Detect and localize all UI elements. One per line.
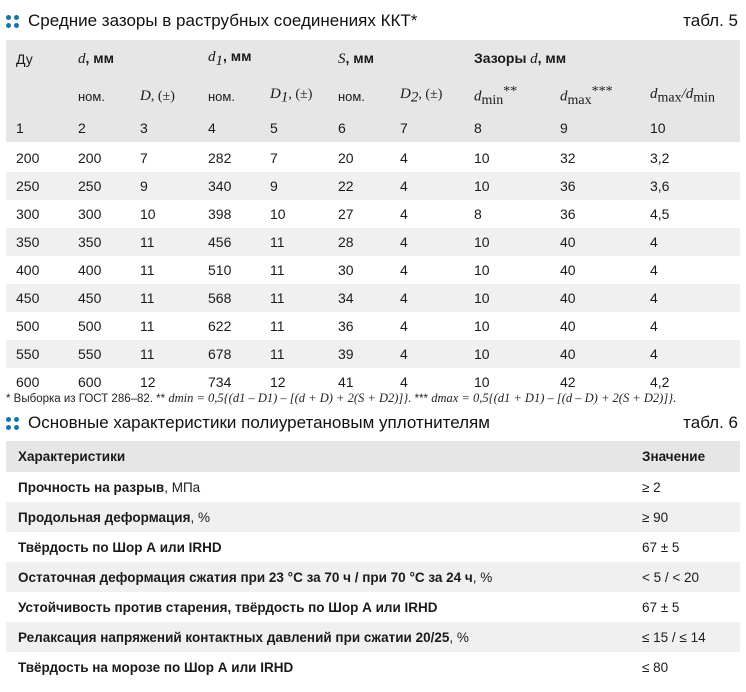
table-cell: 30 (328, 256, 390, 284)
characteristic-cell (6, 652, 630, 682)
table-cell: 11 (130, 256, 198, 284)
table-cell: 20 (328, 143, 390, 172)
table-cell: 11 (260, 284, 328, 312)
table-cell: 22 (328, 172, 390, 200)
table-row (6, 622, 740, 652)
table-cell: 300 (68, 200, 130, 228)
table-cell: 550 (68, 340, 130, 368)
table5-subheader-row (6, 78, 740, 114)
table6-body (6, 472, 740, 682)
table-cell: 40 (550, 340, 640, 368)
table-cell: 40 (550, 228, 640, 256)
value-cell: 67 ± 5 (630, 532, 740, 562)
table-row (6, 652, 740, 682)
table-row (6, 228, 740, 256)
value-cell: ≥ 90 (630, 502, 740, 532)
table5-title: Средние зазоры в раструбных соединениях ККТ* (28, 11, 418, 30)
table-cell: 12 (260, 368, 328, 396)
table-cell: 678 (198, 340, 260, 368)
characteristic-cell (6, 472, 630, 502)
table-cell: 4 (390, 172, 464, 200)
subheader-D1: $D_1$, (±) (260, 78, 328, 114)
table-cell: 12 (130, 368, 198, 396)
table-cell: 7 (130, 143, 198, 172)
header-gaps: Зазоры d, мм (464, 40, 740, 78)
table-cell: 10 (464, 143, 550, 172)
characteristic-cell (6, 502, 630, 532)
header-du: Ду (6, 40, 68, 78)
table5-title-row (0, 8, 746, 34)
table-cell: 10 (464, 312, 550, 340)
value-cell: ≥ 2 (630, 472, 740, 502)
header-characteristics: Характеристики (6, 441, 630, 472)
table-cell: 4 (390, 340, 464, 368)
characteristic-unit: , МПа (164, 479, 201, 495)
table-cell: 36 (550, 172, 640, 200)
characteristic-name: Устойчивость против старения, твёрдость по Шор А или IRHD (18, 599, 438, 615)
table-cell: 10 (260, 200, 328, 228)
row-du-cell: 450 (6, 284, 68, 312)
table5-label: табл. 5 (683, 11, 738, 30)
characteristic-name: Твёрдость на морозе по Шор А или IRHD (18, 659, 294, 675)
table-row (6, 143, 740, 172)
table-row (6, 256, 740, 284)
table-row (6, 340, 740, 368)
table-cell: 4 (390, 312, 464, 340)
col-number: 9 (550, 114, 640, 143)
table-cell: 32 (550, 143, 640, 172)
characteristic-name: Твёрдость по Шор А или IRHD (18, 539, 222, 555)
value-cell: < 5 / < 20 (630, 562, 740, 592)
table6-title-row (0, 410, 746, 436)
table-cell: 8 (464, 200, 550, 228)
table-cell: 4 (640, 256, 740, 284)
table-cell: 4 (390, 200, 464, 228)
table5-column-numbers-row (6, 114, 740, 143)
table-cell: 34 (328, 284, 390, 312)
table-row (6, 172, 740, 200)
table-cell: 11 (260, 228, 328, 256)
col-number: 2 (68, 114, 130, 143)
table-cell: 40 (550, 256, 640, 284)
table-cell: 4 (390, 228, 464, 256)
table-cell: 400 (68, 256, 130, 284)
characteristic-name: Релаксация напряжений контактных давлений при сжатии 20/25 (18, 629, 450, 645)
four-dots-icon (6, 417, 20, 431)
table-cell: 36 (550, 200, 640, 228)
table-cell: 11 (130, 228, 198, 256)
characteristic-name: Продольная деформация (18, 509, 191, 525)
table-cell: 41 (328, 368, 390, 396)
col-number: 7 (390, 114, 464, 143)
table6-header-row (6, 441, 740, 472)
table-cell: 9 (130, 172, 198, 200)
row-du-cell: 200 (6, 143, 68, 172)
table-cell: 10 (464, 340, 550, 368)
value-cell: ≤ 80 (630, 652, 740, 682)
table5-header-row (6, 40, 740, 78)
table-cell: 39 (328, 340, 390, 368)
subheader-dmax: $d_{max}^{***}$ (550, 78, 640, 114)
table-cell: 10 (464, 228, 550, 256)
col-number: 3 (130, 114, 198, 143)
table6-label: табл. 6 (683, 413, 738, 432)
table-cell: 4,2 (640, 368, 740, 396)
table-cell: 4,5 (640, 200, 740, 228)
row-du-cell: 600 (6, 368, 68, 396)
table-cell: 450 (68, 284, 130, 312)
row-du-cell: 350 (6, 228, 68, 256)
table5-footnote: * Выборка из ГОСТ 286–82. ** dmin = 0,5{(d1 – D1) – [(d + D) + 2(S + D2)]}. *** dmax = 0,5{(d1 + D1) – [(d – D) + 2(S + D2)]}. (6, 391, 677, 405)
header-d1: $d_1$, мм (198, 40, 328, 78)
col-number: 4 (198, 114, 260, 143)
table-cell: 11 (130, 284, 198, 312)
table6 (6, 441, 740, 682)
characteristic-name: Остаточная деформация сжатия при 23 °C за 70 ч / при 70 °C за 24 ч (18, 569, 473, 585)
row-du-cell: 300 (6, 200, 68, 228)
table-cell: 11 (130, 312, 198, 340)
table-cell: 600 (68, 368, 130, 396)
characteristic-cell (6, 622, 630, 652)
header-d: d, мм (68, 40, 198, 78)
col-number: 6 (328, 114, 390, 143)
table-cell: 4 (640, 312, 740, 340)
table-cell: 10 (464, 284, 550, 312)
table-cell: 4 (390, 143, 464, 172)
table-cell: 340 (198, 172, 260, 200)
table-row (6, 502, 740, 532)
table-row (6, 200, 740, 228)
table-cell: 42 (550, 368, 640, 396)
characteristic-unit: , % (472, 569, 493, 585)
table-cell: 36 (328, 312, 390, 340)
table-cell: 4 (390, 368, 464, 396)
characteristic-cell (6, 592, 630, 622)
table5-body (6, 143, 740, 396)
table-cell: 282 (198, 143, 260, 172)
table-cell: 3,6 (640, 172, 740, 200)
table-row (6, 532, 740, 562)
table-cell: 10 (464, 256, 550, 284)
characteristic-unit: , % (449, 629, 469, 645)
col-number: 5 (260, 114, 328, 143)
table-cell: 4 (640, 228, 740, 256)
table-cell: 350 (68, 228, 130, 256)
table-cell: 10 (464, 172, 550, 200)
table-cell: 4 (640, 340, 740, 368)
characteristic-unit: , % (190, 509, 210, 525)
table-cell: 456 (198, 228, 260, 256)
table6-title: Основные характеристики полиуретановым уплотнителям (28, 413, 490, 432)
header-s: S, мм (328, 40, 464, 78)
table-cell: 200 (68, 143, 130, 172)
table-cell: 28 (328, 228, 390, 256)
row-du-cell: 500 (6, 312, 68, 340)
table-cell: 568 (198, 284, 260, 312)
table-cell: 500 (68, 312, 130, 340)
table-row (6, 312, 740, 340)
table-cell: 734 (198, 368, 260, 396)
table-cell: 11 (260, 256, 328, 284)
table-row (6, 472, 740, 502)
table-cell: 398 (198, 200, 260, 228)
table-row (6, 592, 740, 622)
table-cell: 10 (464, 368, 550, 396)
col-number: 10 (640, 114, 740, 143)
table-cell: 9 (260, 172, 328, 200)
subheader-D: D, (±) (130, 78, 198, 114)
subheader-nom: ном. (328, 78, 390, 114)
table-row (6, 284, 740, 312)
table-cell: 3,2 (640, 143, 740, 172)
table-cell: 510 (198, 256, 260, 284)
table5 (6, 40, 740, 396)
four-dots-icon (6, 15, 20, 29)
characteristic-name: Прочность на разрыв (18, 479, 165, 495)
table-cell: 11 (260, 340, 328, 368)
subheader-ratio: $d_{max}/d_{min}$ (640, 78, 740, 114)
row-du-cell: 550 (6, 340, 68, 368)
table-cell: 4 (390, 284, 464, 312)
value-cell: 67 ± 5 (630, 592, 740, 622)
table-cell: 622 (198, 312, 260, 340)
subheader-D2: $D_2$, (±) (390, 78, 464, 114)
characteristic-cell (6, 532, 630, 562)
table-cell: 11 (260, 312, 328, 340)
table-cell: 27 (328, 200, 390, 228)
table-cell: 10 (130, 200, 198, 228)
col-number: 1 (6, 114, 68, 143)
subheader-dmin: $d_{min}^{**}$ (464, 78, 550, 114)
header-value: Значение (630, 441, 740, 472)
table-cell: 7 (260, 143, 328, 172)
table-cell: 250 (68, 172, 130, 200)
table-cell: 4 (390, 256, 464, 284)
row-du-cell: 250 (6, 172, 68, 200)
subheader-nom: ном. (198, 78, 260, 114)
table-cell: 40 (550, 312, 640, 340)
row-du-cell: 400 (6, 256, 68, 284)
table-row (6, 562, 740, 592)
subheader-nom: ном. (68, 78, 130, 114)
table-cell: 40 (550, 284, 640, 312)
characteristic-cell (6, 562, 630, 592)
value-cell: ≤ 15 / ≤ 14 (630, 622, 740, 652)
table-cell: 11 (130, 340, 198, 368)
col-number: 8 (464, 114, 550, 143)
table-cell: 4 (640, 284, 740, 312)
